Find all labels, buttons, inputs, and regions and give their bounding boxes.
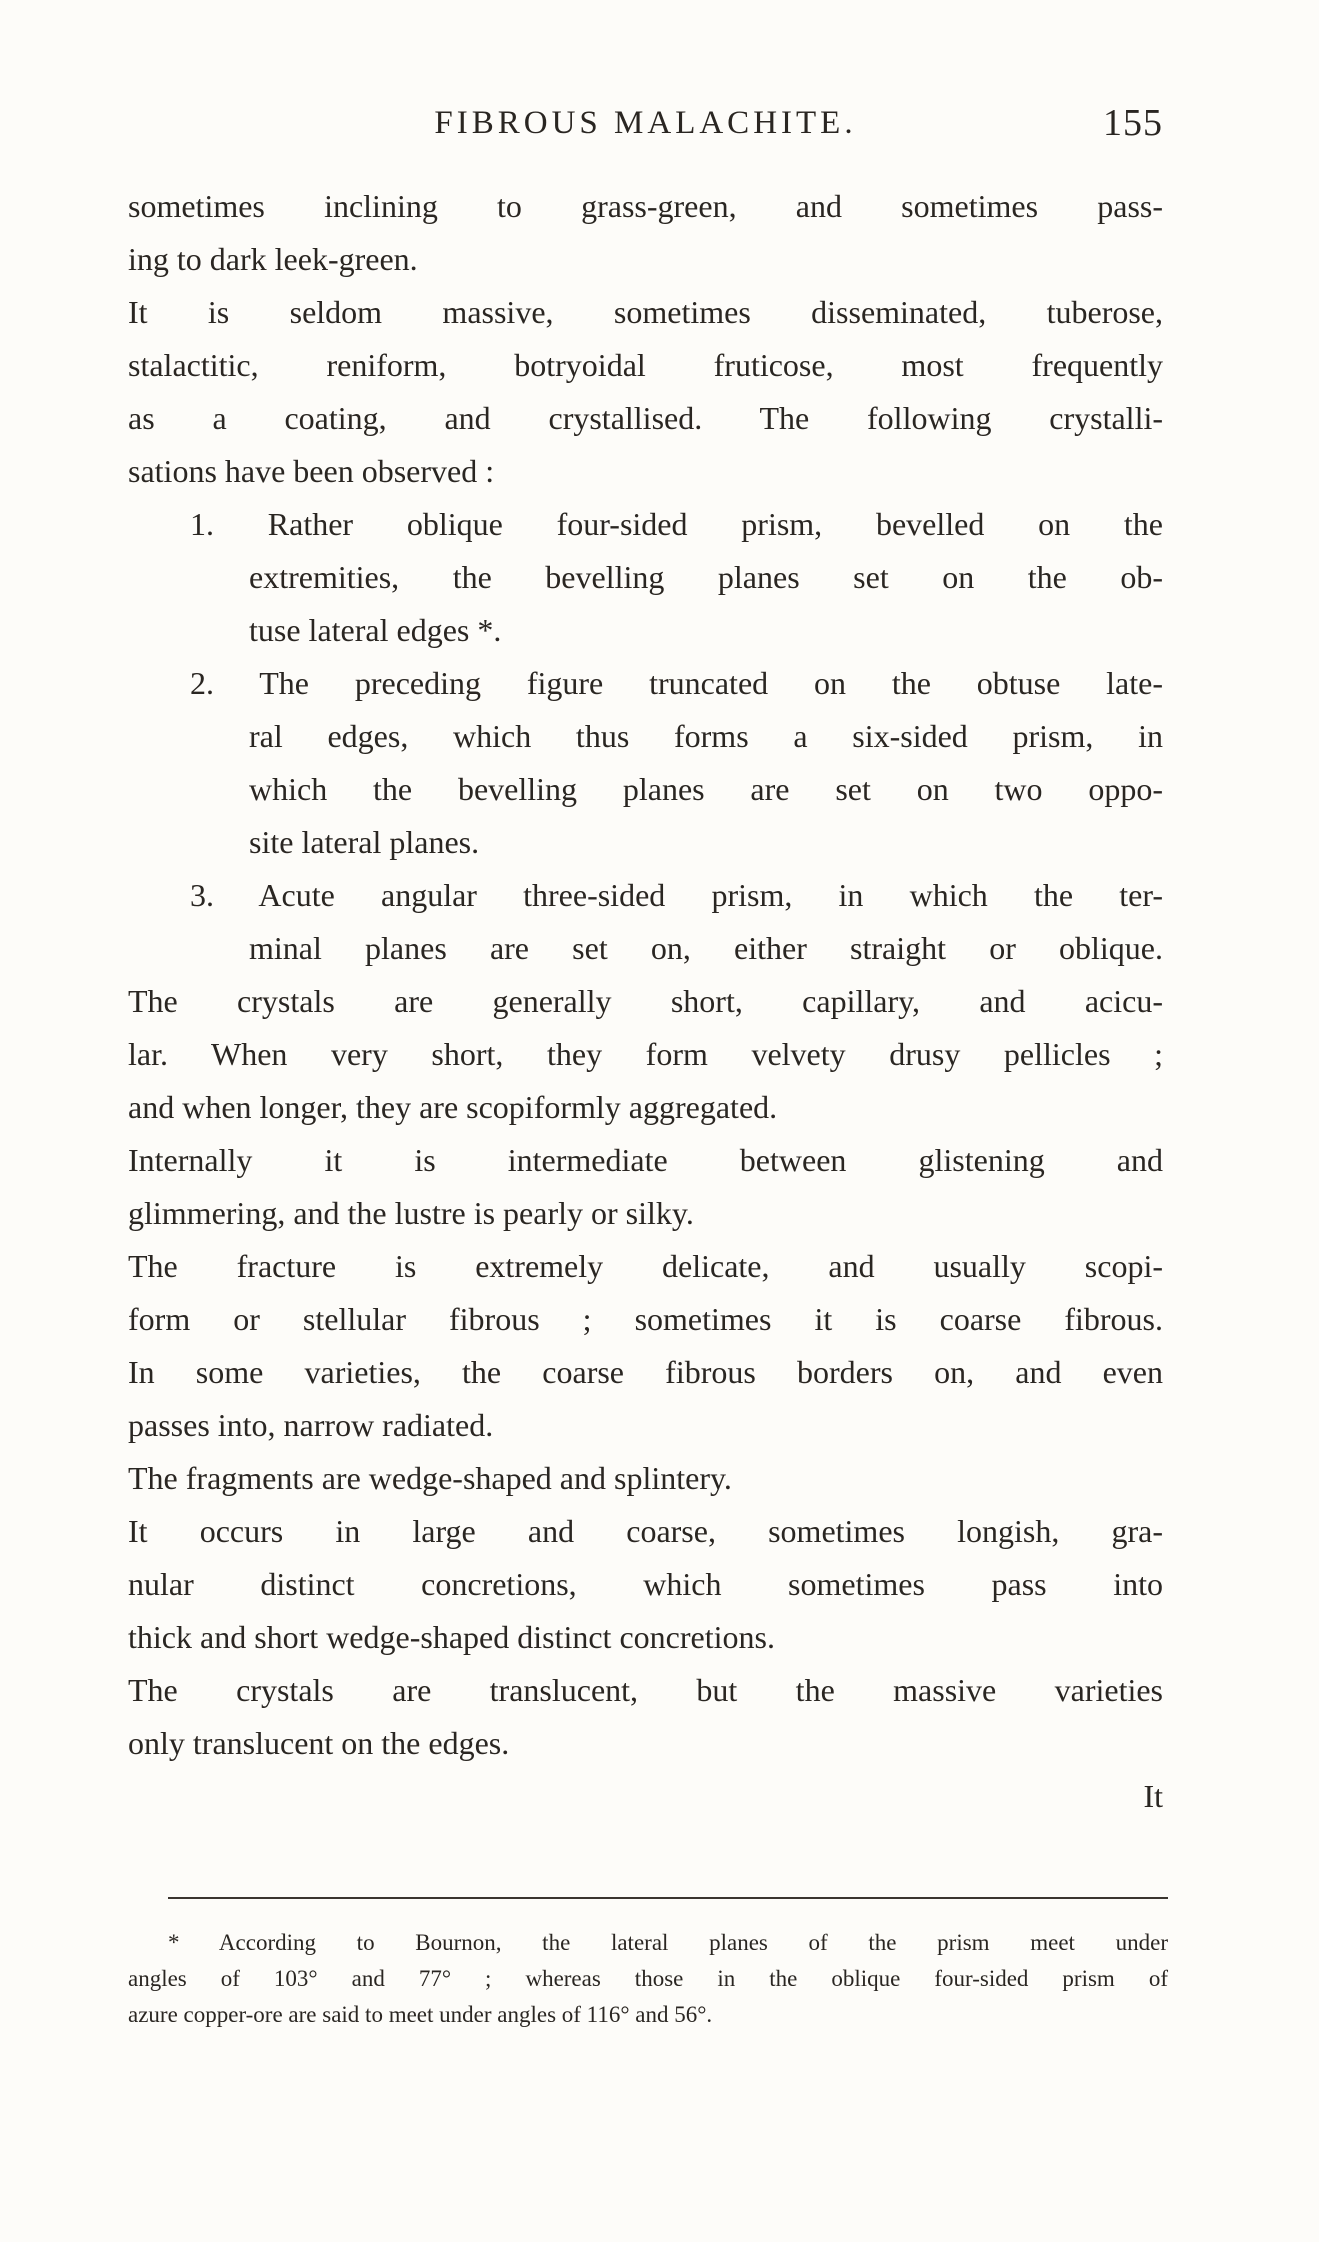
text-line: The fragments are wedge-shaped and splintery. (128, 1460, 732, 1496)
text-line: glimmering, and the lustre is pearly or silky. (128, 1195, 694, 1231)
text-line: In some varieties, the coarse fibrous borders on, and even (128, 1354, 1163, 1390)
list-item-line: 2. The preceding figure truncated on the obtuse late- (190, 665, 1163, 701)
list-item-line: 3. Acute angular three-sided prism, in which the ter- (190, 877, 1163, 913)
text-line: and when longer, they are scopiformly aggregated. (128, 1089, 778, 1125)
text-line: passes into, narrow radiated. (128, 1407, 494, 1443)
text-line: nular distinct concretions, which sometimes pass into (128, 1566, 1163, 1602)
text-line: lar. When very short, they form velvety drusy pellicles ; (128, 1036, 1163, 1072)
list-item-line: 1. Rather oblique four-sided prism, bevelled on the (190, 506, 1163, 542)
text-line: as a coating, and crystallised. The following crystalli- (128, 400, 1163, 436)
text-line: sometimes inclining to grass-green, and sometimes pass- (128, 188, 1163, 224)
footnote-rule (168, 1897, 1168, 1899)
footnote (128, 1925, 1168, 2033)
footnote-line: angles of 103° and 77° ; whereas those in the oblique four-sided prism of (128, 1966, 1168, 1991)
text-line: only translucent on the edges. (128, 1725, 510, 1761)
list-item-line: ral edges, which thus forms a six-sided prism, in (249, 718, 1163, 754)
text-line: sations have been observed : (128, 453, 495, 489)
body-text (128, 180, 1163, 1823)
running-head-title: FIBROUS MALACHITE. (434, 105, 857, 141)
text-line: It is seldom massive, sometimes disseminated, tuberose, (128, 294, 1163, 330)
running-head (128, 102, 1163, 155)
list-item-line: tuse lateral edges *. (249, 612, 502, 648)
text-line: ing to dark leek-green. (128, 241, 418, 277)
text-line: The crystals are generally short, capillary, and acicu- (128, 983, 1163, 1019)
footnote-line: azure copper-ore are said to meet under angles of 116° and 56°. (128, 2002, 713, 2027)
footnote-line: * According to Bournon, the lateral planes of the prism meet under (168, 1930, 1168, 1955)
text-line: form or stellular fibrous ; sometimes it is coarse fibrous. (128, 1301, 1163, 1337)
text-line: The crystals are translucent, but the massive varieties (128, 1672, 1163, 1708)
list-item-line: minal planes are set on, either straight or oblique. (249, 930, 1163, 966)
list-item-line: site lateral planes. (249, 824, 480, 860)
list-item-line: extremities, the bevelling planes set on the ob- (249, 559, 1163, 595)
list-item-line: which the bevelling planes are set on two oppo- (249, 771, 1163, 807)
text-line: Internally it is intermediate between glistening and (128, 1142, 1163, 1178)
page-number: 155 (1103, 102, 1163, 144)
text-line: It occurs in large and coarse, sometimes longish, gra- (128, 1513, 1163, 1549)
text-line: stalactitic, reniform, botryoidal fruticose, most frequently (128, 347, 1163, 383)
text-line: thick and short wedge-shaped distinct concretions. (128, 1619, 775, 1655)
text-line: The fracture is extremely delicate, and usually scopi- (128, 1248, 1163, 1284)
catchword: It (1143, 1778, 1163, 1814)
